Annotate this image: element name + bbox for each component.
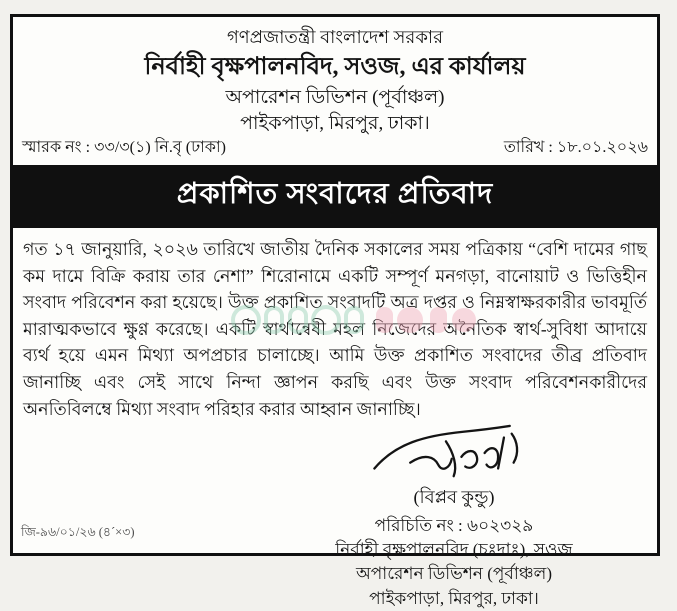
print-code: জি-৯৬/০১/২৬ (৪´×৩): [21, 525, 135, 539]
signatory-name: (বিপ্লব কুন্ডু): [413, 487, 495, 508]
notice-body: [13, 228, 657, 422]
division-name: অপারেশন ডিভিশন (পূর্বাঞ্চল): [225, 86, 445, 108]
signature-scribble: [357, 424, 550, 482]
office-name: নির্বাহী বৃক্ষপালনবিদ, সওজ, এর কার্যালয়: [144, 53, 526, 80]
body-paragraph: গত ১৭ জানুয়ারি, ২০২৬ তারিখে জাতীয় দৈনিক সকালের সময় পত্রিকায় “বেশি দামের গাছ কম দামে বিক্রি করায় তার নেশা” শিরোনামে একটি সম্পূর্ণ মনগড়া, বানোয়াট ও ভিত্তিহীন সংবাদ পরিবেশন করা হয়েছে। উক্ত প্রকাশিত সংবাদটি অত্র দপ্তর ও নিম্নস্বাক্ষরকারীর ভাবমূর্তি মারাত্মকভাবে ক্ষুণ্ণ করেছে। একটি স্বার্থান্বেষী মহল নিজেদের অনৈতিক স্বার্থ-সুবিধা আদায়ে ব্যর্থ হয়ে এমন মিথ্যা অপপ্রচার চালাচ্ছে। আমি উক্ত প্রকাশিত সংবাদের তীব্র প্রতিবাদ জানাচ্ছি এবং সেই সাথে নিন্দা জ্ঞাপন করছি এবং উক্ত সংবাদ পরিবেশনকারীদের অনতিবিলম্বে মিথ্যা সংবাদ পরিহার করার আহ্বান জানাচ্ছি।: [23, 239, 647, 419]
memo-number: স্মারক নং : ৩৩/৩(১) নি.বৃ (ঢাকা): [22, 139, 226, 156]
signatory-address: পাইকপাড়া, মিরপুর, ঢাকা।: [369, 588, 539, 608]
signatory-id: পরিচিতি নং : ৬০২৩২৯: [374, 516, 534, 536]
government-name: গণপ্রজাতন্ত্রী বাংলাদেশ সরকার: [226, 27, 444, 47]
signatory-division: অপারেশন ডিভিশন (পূর্বাঞ্চল): [356, 564, 552, 584]
title-banner: [13, 165, 657, 228]
notice-title: প্রকাশিত সংবাদের প্রতিবাদ: [176, 178, 494, 210]
memo-date: তারিখ : ১৮.০১.২০২৬: [503, 139, 648, 156]
letterhead: [13, 17, 657, 136]
office-address: পাইকপাড়া, মিরপুর, ঢাকা।: [240, 113, 430, 135]
signature-block: [299, 424, 609, 611]
signatory-designation: নির্বাহী বৃক্ষপালনবিদ (চঃদাঃ), সওজ: [335, 540, 573, 560]
memo-row: [13, 134, 657, 165]
notice-frame: [10, 14, 660, 608]
